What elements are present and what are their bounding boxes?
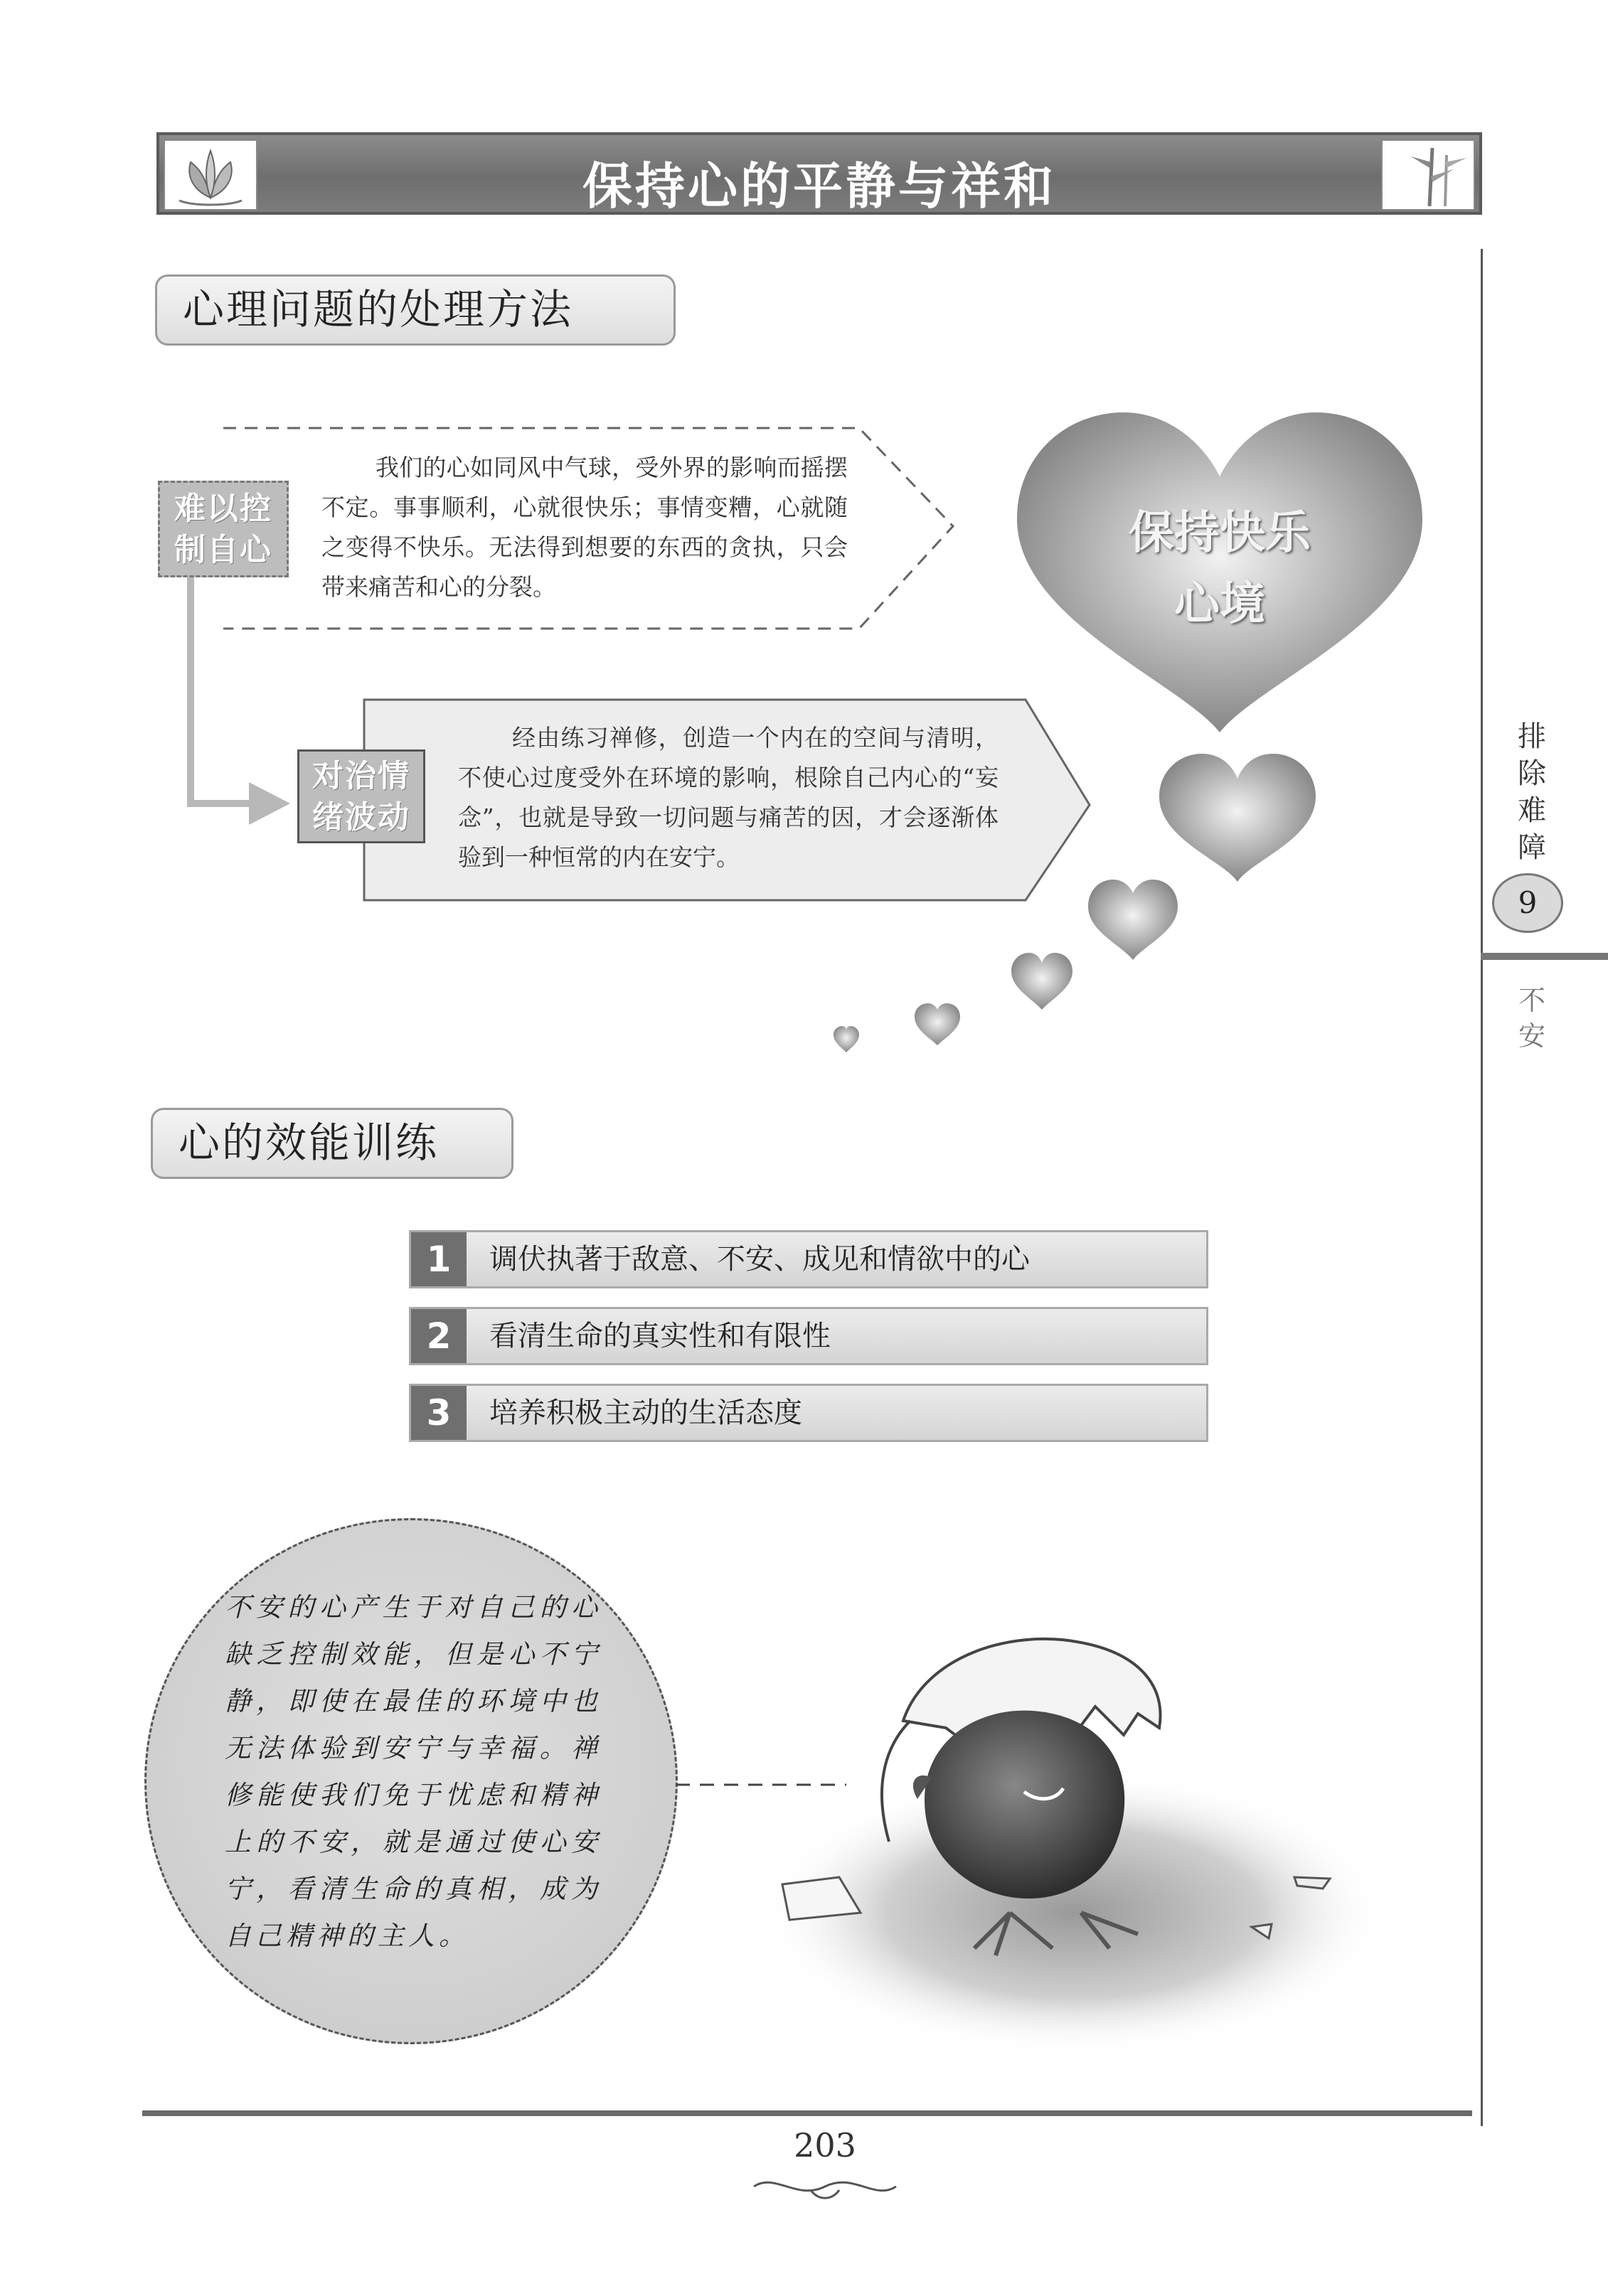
item-text: 看清生命的真实性和有限性: [489, 1320, 831, 1352]
circle-callout: [144, 1518, 678, 2044]
callout-text-1: 我们的心如同风中气球，受外界的影响而摇摆不定。事事顺利，心就很快乐；事情变糟，心就随之变得不快乐。无法得到想要的东西的贪执，只会带来痛苦和心的分裂。: [321, 454, 848, 601]
item-text: 调伏执著于敌意、不安、成见和情欲中的心: [489, 1243, 1030, 1276]
footer-rule: [142, 2110, 1472, 2116]
item-number: 1: [411, 1232, 467, 1286]
heart-caption: 保持快乐 心境: [1129, 507, 1311, 631]
list-item: [409, 1307, 1208, 1365]
page-number: 203: [794, 2126, 856, 2164]
side-rule: [1481, 249, 1483, 2126]
label-uncontrollable-mind: 难以控 制自心: [158, 481, 289, 577]
item-number: 3: [411, 1386, 467, 1440]
side-band: [1481, 953, 1608, 960]
item-text: 培养积极主动的生活态度: [489, 1397, 802, 1429]
list-item: [409, 1384, 1208, 1442]
chapter-subtitle: 不安: [1518, 985, 1545, 1052]
callout-text-2: 经由练习禅修，创造一个内在的空间与清明，不使心过度受外在环境的影响，根除自己内心的“妄念”，也就是导致一切问题与痛苦的因，才会逐渐体验到一种恒常的内在安宁。: [458, 724, 999, 871]
footer-ornament-icon: [747, 2169, 903, 2204]
bamboo-icon: [1381, 139, 1475, 210]
list-item: [409, 1230, 1208, 1288]
chapter-number-badge: 9: [1492, 873, 1563, 933]
circle-text: 不安的心产生于对自己的心缺乏控制效能，但是心不宁静，即使在最佳的环境中也无法体验到安宁与幸福。禅修能使我们免于忧虑和精神上的不安，就是通过使心安宁，看清生命的真相，成为自己精神的主人。: [225, 1592, 602, 1951]
item-number: 2: [411, 1309, 467, 1363]
label-emotion-fluctuation: 对治情 绪波动: [297, 749, 425, 843]
section-header-training: 心的效能训练: [151, 1108, 513, 1179]
chick-in-eggshell-illustration: [740, 1614, 1380, 2076]
hearts-decoration: [811, 384, 1451, 1067]
section-header-methods: 心理问题的处理方法: [155, 274, 676, 346]
chapter-tab: 排除难障: [1518, 720, 1546, 864]
page-title: 保持心的平静与祥和: [582, 157, 1056, 215]
title-banner: [156, 132, 1482, 215]
